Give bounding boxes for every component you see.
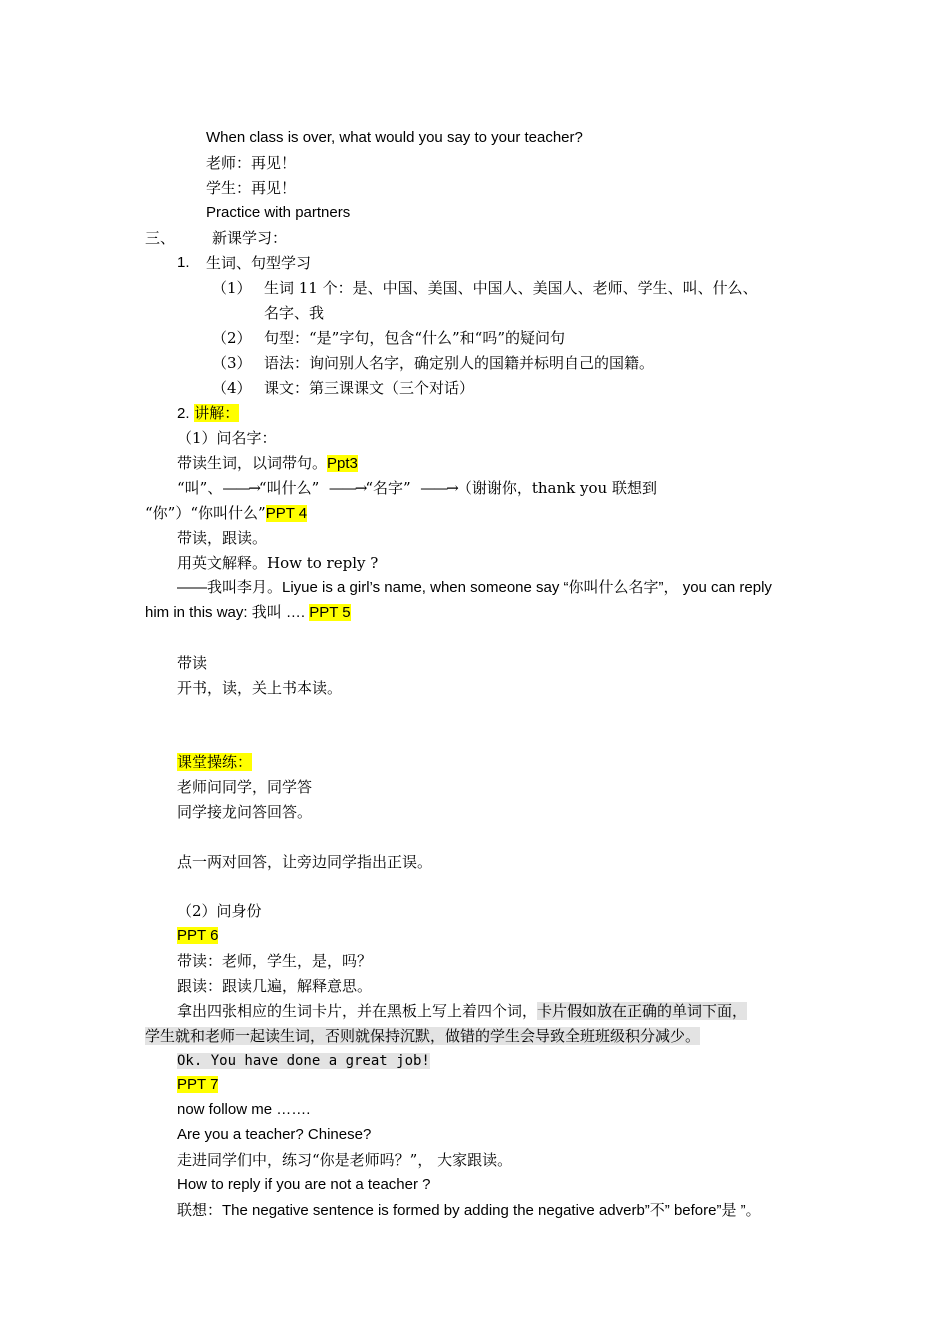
word-chain-line — [177, 478, 657, 500]
liyue-line1: ——我叫李月。Liyue is a girl’s name, when someone say “你叫什么名字”， you can reply — [177, 579, 772, 596]
line-practice: Practice with partners — [206, 204, 351, 221]
chain-word: “名字” — [365, 479, 411, 497]
cards-text: 拿出四张相应的生词卡片，并在黑板上写上着四个词， — [177, 1002, 538, 1020]
follow-read-line: 带读，跟读。 — [177, 529, 268, 547]
highlighted-label: 讲解： — [194, 404, 240, 422]
association-line — [177, 1200, 761, 1222]
follow-me-line: now follow me ……. — [177, 1101, 311, 1118]
item-number: 1. — [177, 254, 190, 271]
ppt-tag: PPT 4 — [265, 505, 308, 522]
section-number: 三、 — [145, 229, 176, 247]
lesson-text: 课文：第三课课文（三个对话） — [264, 379, 475, 397]
explain-english-line: 用英文解释。How to reply ? — [177, 554, 379, 572]
ppt-tag: PPT 5 — [309, 604, 351, 621]
item-title: 生词、句型学习 — [206, 254, 312, 272]
word-chain-line2 — [145, 503, 307, 525]
ppt-line — [177, 1075, 218, 1097]
sub-item-number: （3） — [212, 354, 252, 372]
item-number: 2. — [177, 405, 190, 422]
ppt-tag: PPT 6 — [177, 927, 219, 944]
identity-lead-line: 带读：老师，学生，是，吗？ — [177, 952, 373, 970]
cards-line1 — [177, 1001, 747, 1023]
association-label: 联想： — [177, 1201, 223, 1219]
sub-item-number: （1） — [212, 279, 252, 297]
walk-line: 走进同学们中，练习“你是老师吗？”， 大家跟读。 — [177, 1151, 513, 1169]
lead-read-line — [177, 453, 358, 475]
drill-line: 老师问同学，同学答 — [177, 778, 313, 796]
ppt-line — [177, 926, 218, 948]
lead-read-line: 带读 — [177, 654, 208, 672]
drill-line: 同学接龙问答回答。 — [177, 803, 313, 821]
line-student-bye: 学生：再见！ — [206, 179, 297, 197]
open-book-line: 开书，读，关上书本读。 — [177, 679, 343, 697]
section-title: 新课学习： — [212, 229, 288, 247]
liyue-line2 — [145, 603, 351, 625]
chain-word: “叫”、 — [177, 479, 223, 497]
ask-identity-heading: （2）问身份 — [177, 902, 262, 920]
ask-name-heading: （1）问名字： — [177, 429, 277, 447]
sentence-pattern-text: 句型：“是”字句，包含“什么”和“吗”的疑问句 — [264, 329, 566, 347]
arrow-right-icon: ——→ — [222, 479, 259, 497]
chain-word: （谢谢你，thank you 联想到 — [456, 479, 657, 497]
liyue-text: him in this way: 我叫 …. — [145, 604, 310, 621]
praise-line — [177, 1051, 430, 1073]
shaded-text: 学生就和老师一起读生词，否则就保持沉默，做错的学生会导致全班班级积分减少。 — [145, 1027, 701, 1045]
cards-line2 — [145, 1026, 700, 1048]
sub-item-number: （4） — [212, 379, 252, 397]
explain-heading — [177, 403, 239, 425]
highlighted-label: 课堂操练： — [177, 753, 253, 771]
arrow-right-icon: ——→ — [328, 479, 366, 497]
chain-word: “你”）“你叫什么” — [145, 504, 266, 522]
ppt-tag: PPT 7 — [177, 1076, 219, 1093]
association-text: The negative sentence is formed by adding the negative adverb”不” before”是 ”。 — [222, 1202, 761, 1219]
reply-line: How to reply if you are not a teacher ? — [177, 1176, 431, 1193]
lead-read-text: 带读生词，以词带句。 — [177, 454, 328, 472]
grammar-text: 语法：询问别人名字，确定别人的国籍并标明自己的国籍。 — [264, 354, 655, 372]
shaded-text: Ok. You have done a great job! — [177, 1053, 430, 1069]
shaded-text: 卡片假如放在正确的单词下面， — [537, 1002, 748, 1020]
question-line: Are you a teacher? Chinese? — [177, 1126, 372, 1143]
identity-follow-line: 跟读：跟读几遍，解释意思。 — [177, 977, 373, 995]
drill-heading — [177, 752, 252, 774]
vocab-list-line1: 生词 11 个：是、中国、美国、中国人、美国人、老师、学生、叫、什么、 — [264, 279, 758, 297]
drill-line: 点一两对回答，让旁边同学指出正误。 — [177, 853, 433, 871]
sub-item-number: （2） — [212, 329, 252, 347]
vocab-list-line2: 名字、我 — [264, 304, 325, 322]
chain-word: “叫什么” — [258, 479, 320, 497]
line-teacher-bye: 老师：再见！ — [206, 154, 297, 172]
arrow-right-icon: ——→ — [420, 479, 457, 497]
ppt-tag: Ppt3 — [327, 455, 358, 472]
line-class-over: When class is over, what would you say to your teacher? — [206, 129, 583, 146]
